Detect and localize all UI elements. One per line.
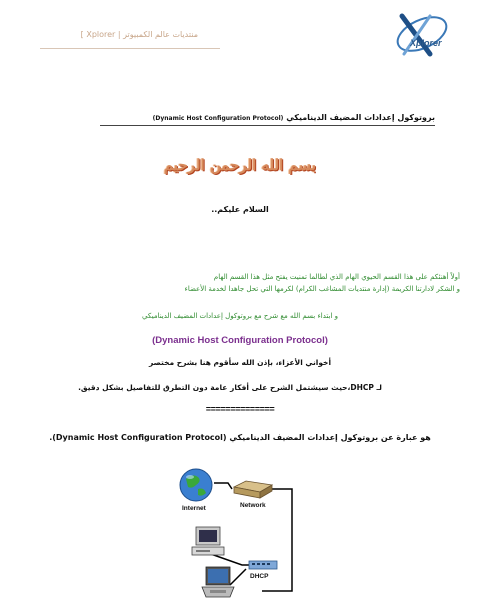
internet-label: Internet	[182, 505, 206, 512]
definition-text: هو عبارة عن بروتوكول إعدادات المضيف الديناميكي (Dynamic Host Configuration Protocol).	[49, 433, 431, 442]
document-title	[100, 113, 435, 122]
router-icon	[232, 479, 274, 501]
dhcp-label: DHCP	[250, 573, 269, 580]
basmala: بسم الله الرحمن الرحيم	[163, 156, 317, 174]
thanks-line-1: أولاً أهنئكم على هذا القسم الحيوي الهام الذي لطالما تمنيت يفتح مثل هذا القسم الهام	[213, 273, 460, 281]
topic-heading: (Dynamic Host Configuration Protocol)	[152, 335, 328, 346]
forum-tag: منتديات عالم الكمبيوتر | Xplorer ]	[80, 30, 198, 39]
divider-line: ==============	[205, 405, 275, 415]
title-rule	[100, 125, 435, 126]
laptop-icon	[200, 565, 236, 599]
intro-text: أخواني الأعزاء، بإذن الله سأقوم هنا بشرح مختصر	[148, 358, 332, 367]
network-diagram	[170, 465, 315, 600]
network-label: Network	[240, 502, 266, 509]
switch-icon	[248, 559, 278, 571]
desktop-computer-icon	[190, 525, 228, 559]
xplorer-logo	[388, 10, 468, 64]
header-rule	[40, 48, 220, 49]
title-arabic: بروتوكول إعدادات المضيف الديناميكي	[286, 113, 435, 122]
dhcp-note: لـ DHCP،حيث سيشتمل الشرح على أفكار عامة دون التطرق للتفاصيل بشكل دقيق.	[78, 383, 382, 392]
logo-text: Xplorer	[410, 38, 442, 48]
title-english: (Dynamic Host Configuration Protocol)	[152, 115, 284, 122]
start-line: و ابتداء بسم الله مع شرح مع بروتوكول إعدادات المضيف الديناميكي	[142, 312, 338, 320]
thanks-line-2: و الشكر لادارتنا الكريمة (إدارة منتديات المشاغب الكرام) لكرمها التي تحل جاهدا لخدمة الأعضاء	[184, 285, 460, 293]
globe-icon	[178, 467, 214, 503]
greeting: السلام عليكم..	[211, 205, 269, 214]
